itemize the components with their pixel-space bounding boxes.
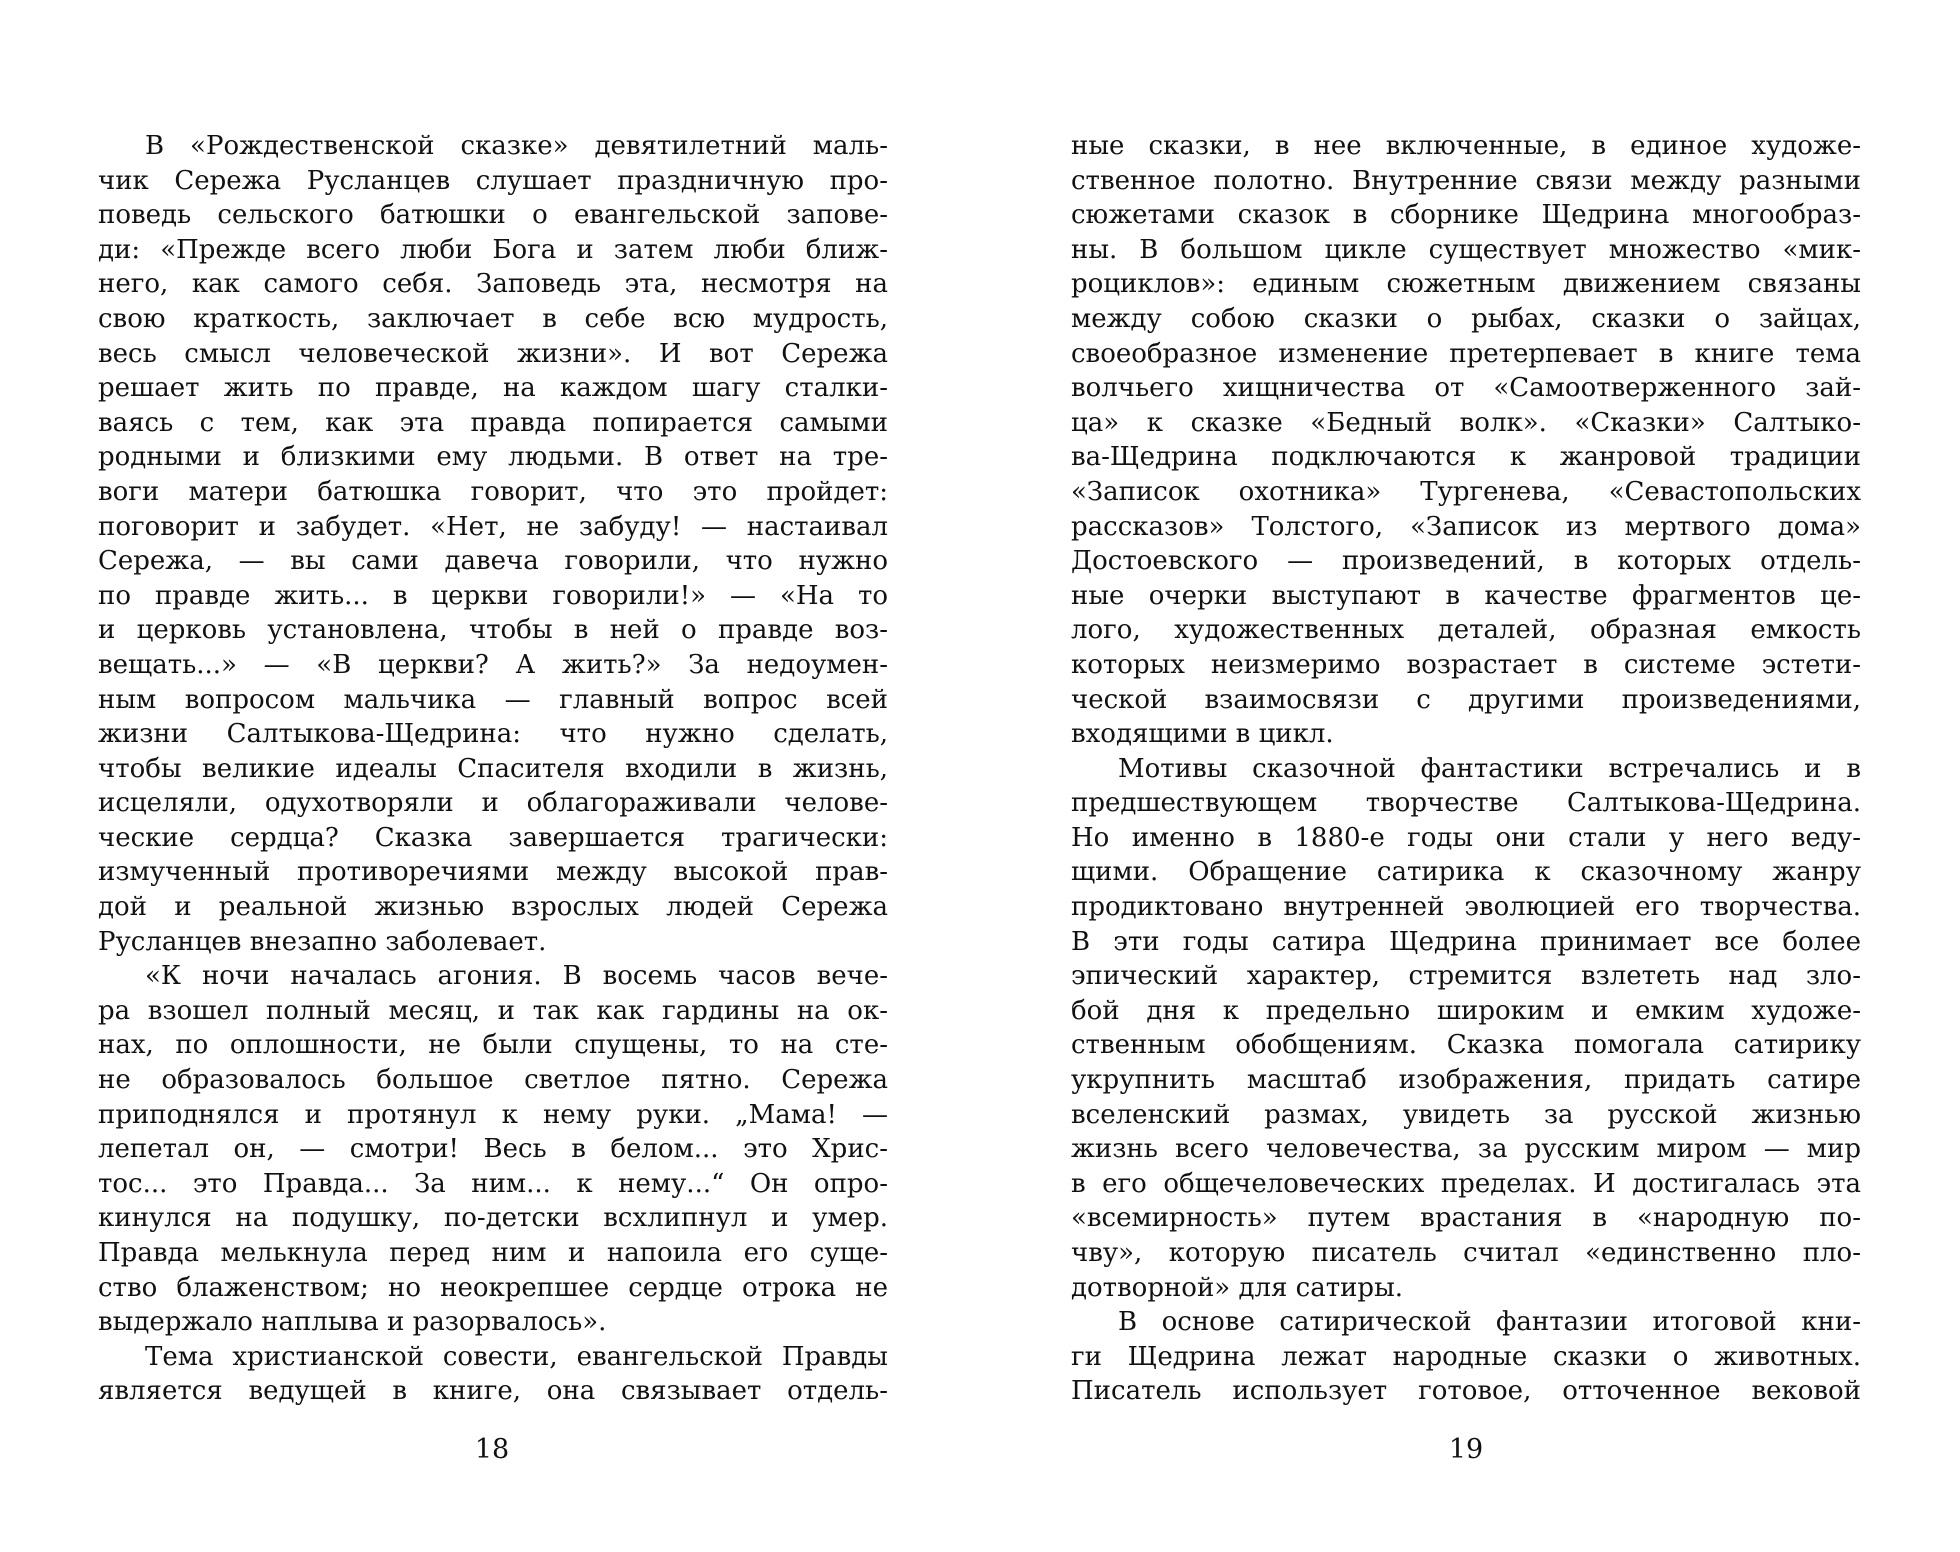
right-text-line: бой дня к предельно широким и емким художе- [1071, 995, 1861, 1026]
right-text-line: своеобразное изменение претерпевает в книге тема [1071, 338, 1861, 369]
left-text-line: нах, по оплошности, не были спущены, то на сте- [98, 1030, 888, 1061]
right-text-line: лого, художественных деталей, образная емкость [1071, 615, 1861, 646]
left-text-line: Русланцев внезапно заболевает. [98, 926, 547, 957]
left-text-line: выдержало наплыва и разорвалось». [98, 1307, 607, 1338]
right-text-line: между собою сказки о рыбах, сказки о зайцах, [1071, 303, 1861, 334]
right-text-line: чву», которую писатель считал «единственно пло- [1071, 1238, 1861, 1268]
left-text-line: жизни Салтыкова-Щедрина: что нужно сделать, [98, 719, 888, 750]
right-text-line: рассказов» Толстого, «Записок из мертвого дома» [1071, 511, 1861, 542]
left-text-line: Сережа, — вы сами давеча говорили, что нужно [98, 546, 888, 577]
page-number-left: 18 [474, 1434, 510, 1465]
right-text-line: щими. Обращение сатирика к сказочному жанру [1071, 857, 1861, 888]
left-text-line: исцеляли, одухотворяли и облагораживали челове- [98, 788, 888, 819]
right-text-line: которых неизмеримо возрастает в системе эстети- [1071, 649, 1861, 680]
right-text-line: роциклов»: единым сюжетным движением связаны [1071, 269, 1861, 300]
right-text-line: дотворной» для сатиры. [1071, 1272, 1404, 1303]
right-text-line: продиктовано внутренней эволюцией его творчества. [1071, 892, 1861, 923]
right-text-line: Мотивы сказочной фантастики встречались и в [1118, 753, 1861, 784]
right-page-text [1071, 129, 1861, 1449]
right-text-line: ственное полотно. Внутренние связи между разными [1071, 165, 1861, 196]
right-page [1071, 129, 1861, 1449]
right-text-line: укрупнить масштаб изображения, придать сатире [1071, 1065, 1861, 1096]
left-text-line: чтобы великие идеалы Спасителя входили в жизнь, [98, 753, 888, 784]
right-text-line: Но именно в 1880-е годы они стали у него веду- [1071, 822, 1861, 853]
right-text-line: ные очерки выступают в качестве фрагментов це- [1071, 580, 1861, 611]
left-text-line: кинулся на подушку, по-детски всхлипнул и умер. [98, 1203, 888, 1234]
left-text-line: дой и реальной жизнью взрослых людей Сережа [98, 892, 888, 923]
right-text-line: вселенский размах, увидеть за русской жизнью [1071, 1099, 1861, 1130]
left-text-line: поведь сельского батюшки о евангельской запове- [98, 200, 888, 231]
right-text-line: эпический характер, стремится взлететь над зло- [1071, 961, 1861, 992]
right-text-line: ны. В большом цикле существует множество «мик- [1071, 234, 1861, 265]
left-text-line: ра взошел полный месяц, и так как гардины на ок- [98, 995, 888, 1026]
left-text-line: Правда мелькнула перед ним и напоила его суще- [98, 1238, 888, 1268]
left-text-line: вещать...» — «В церкви? А жить?» За недоумен- [98, 649, 888, 680]
right-text-line: ва-Щедрина подключаются к жанровой традиции [1071, 442, 1861, 473]
left-text-line: и церковь установлена, чтобы в ней о правде воз- [98, 615, 888, 646]
right-text-line: «Записок охотника» Тургенева, «Севастопольских [1071, 476, 1861, 507]
left-text-line: воги матери батюшка говорит, что это пройдет: [98, 476, 888, 507]
right-text-line: сюжетами сказок в сборнике Щедрина многообраз- [1071, 200, 1861, 231]
left-text-line: не образовалось большое светлое пятно. Сережа [98, 1065, 888, 1096]
left-text-line: приподнялся и протянул к нему руки. „Мама! — [98, 1099, 888, 1130]
left-text-line: ным вопросом мальчика — главный вопрос всей [98, 684, 888, 715]
left-page [98, 129, 888, 1449]
right-text-line: В основе сатирической фантазии итоговой кни- [1118, 1307, 1861, 1338]
right-text-line: ные сказки, в нее включенные, в единое художе- [1071, 131, 1861, 161]
page-number-right: 19 [1448, 1434, 1484, 1465]
left-text-line: является ведущей в книге, она связывает отдель- [98, 1376, 888, 1407]
right-text-line: входящими в цикл. [1071, 719, 1334, 750]
left-text-line: поговорит и забудет. «Нет, не забуду! — настаивал [98, 511, 888, 542]
left-text-line: весь смысл человеческой жизни». И вот Сережа [98, 338, 888, 369]
left-text-line: свою краткость, заключает в себе всю мудрость, [98, 303, 888, 334]
left-text-line: тос... это Правда... За ним... к нему...“ Он опро- [98, 1168, 888, 1199]
right-text-line: ческой взаимосвязи с другими произведениями, [1071, 684, 1861, 715]
right-text-line: «всемирность» путем врастания в «народную по- [1071, 1203, 1861, 1234]
right-text-line: ца» к сказке «Бедный волк». «Сказки» Салтыко- [1071, 407, 1861, 438]
right-text-line: в его общечеловеческих пределах. И достигалась эта [1071, 1168, 1861, 1199]
left-text-line: «К ночи началась агония. В восемь часов вече- [145, 961, 888, 992]
left-text-line: него, как самого себя. Заповедь эта, несмотря на [98, 269, 888, 300]
right-text-line: Писатель использует готовое, отточенное вековой [1071, 1376, 1861, 1407]
left-text-line: В «Рождественской сказке» девятилетний маль- [145, 131, 888, 161]
right-text-line: В эти годы сатира Щедрина принимает все более [1071, 926, 1861, 957]
right-text-line: ги Щедрина лежат народные сказки о животных. [1071, 1341, 1861, 1372]
right-text-line: Достоевского — произведений, в которых отдель- [1071, 546, 1861, 577]
left-text-line: родными и близкими ему людьми. В ответ на тре- [98, 442, 888, 473]
left-text-line: чик Сережа Русланцев слушает праздничную про- [98, 165, 888, 196]
left-text-line: по правде жить... в церкви говорили!» — «На то [98, 580, 888, 611]
left-page-text [98, 129, 888, 1449]
left-text-line: ство блаженством; но неокрепшее сердце отрока не [98, 1272, 888, 1303]
left-text-line: Тема христианской совести, евангельской Правды [145, 1341, 888, 1372]
left-text-line: лепетал он, — смотри! Весь в белом... это Хрис- [98, 1134, 888, 1165]
left-text-line: ческие сердца? Сказка завершается трагически: [98, 822, 888, 853]
left-text-line: ваясь с тем, как эта правда попирается самыми [98, 407, 888, 438]
right-text-line: предшествующем творчестве Салтыкова-Щедрина. [1071, 788, 1861, 819]
left-text-line: измученный противоречиями между высокой прав- [98, 857, 888, 888]
right-text-line: волчьего хищничества от «Самоотверженного зай- [1071, 373, 1861, 404]
left-text-line: ди: «Прежде всего люби Бога и затем люби ближ- [98, 234, 888, 265]
right-text-line: жизнь всего человечества, за русским миром — мир [1071, 1134, 1861, 1165]
left-text-line: решает жить по правде, на каждом шагу сталки- [98, 373, 888, 404]
right-text-line: ственным обобщениям. Сказка помогала сатирику [1071, 1030, 1861, 1061]
